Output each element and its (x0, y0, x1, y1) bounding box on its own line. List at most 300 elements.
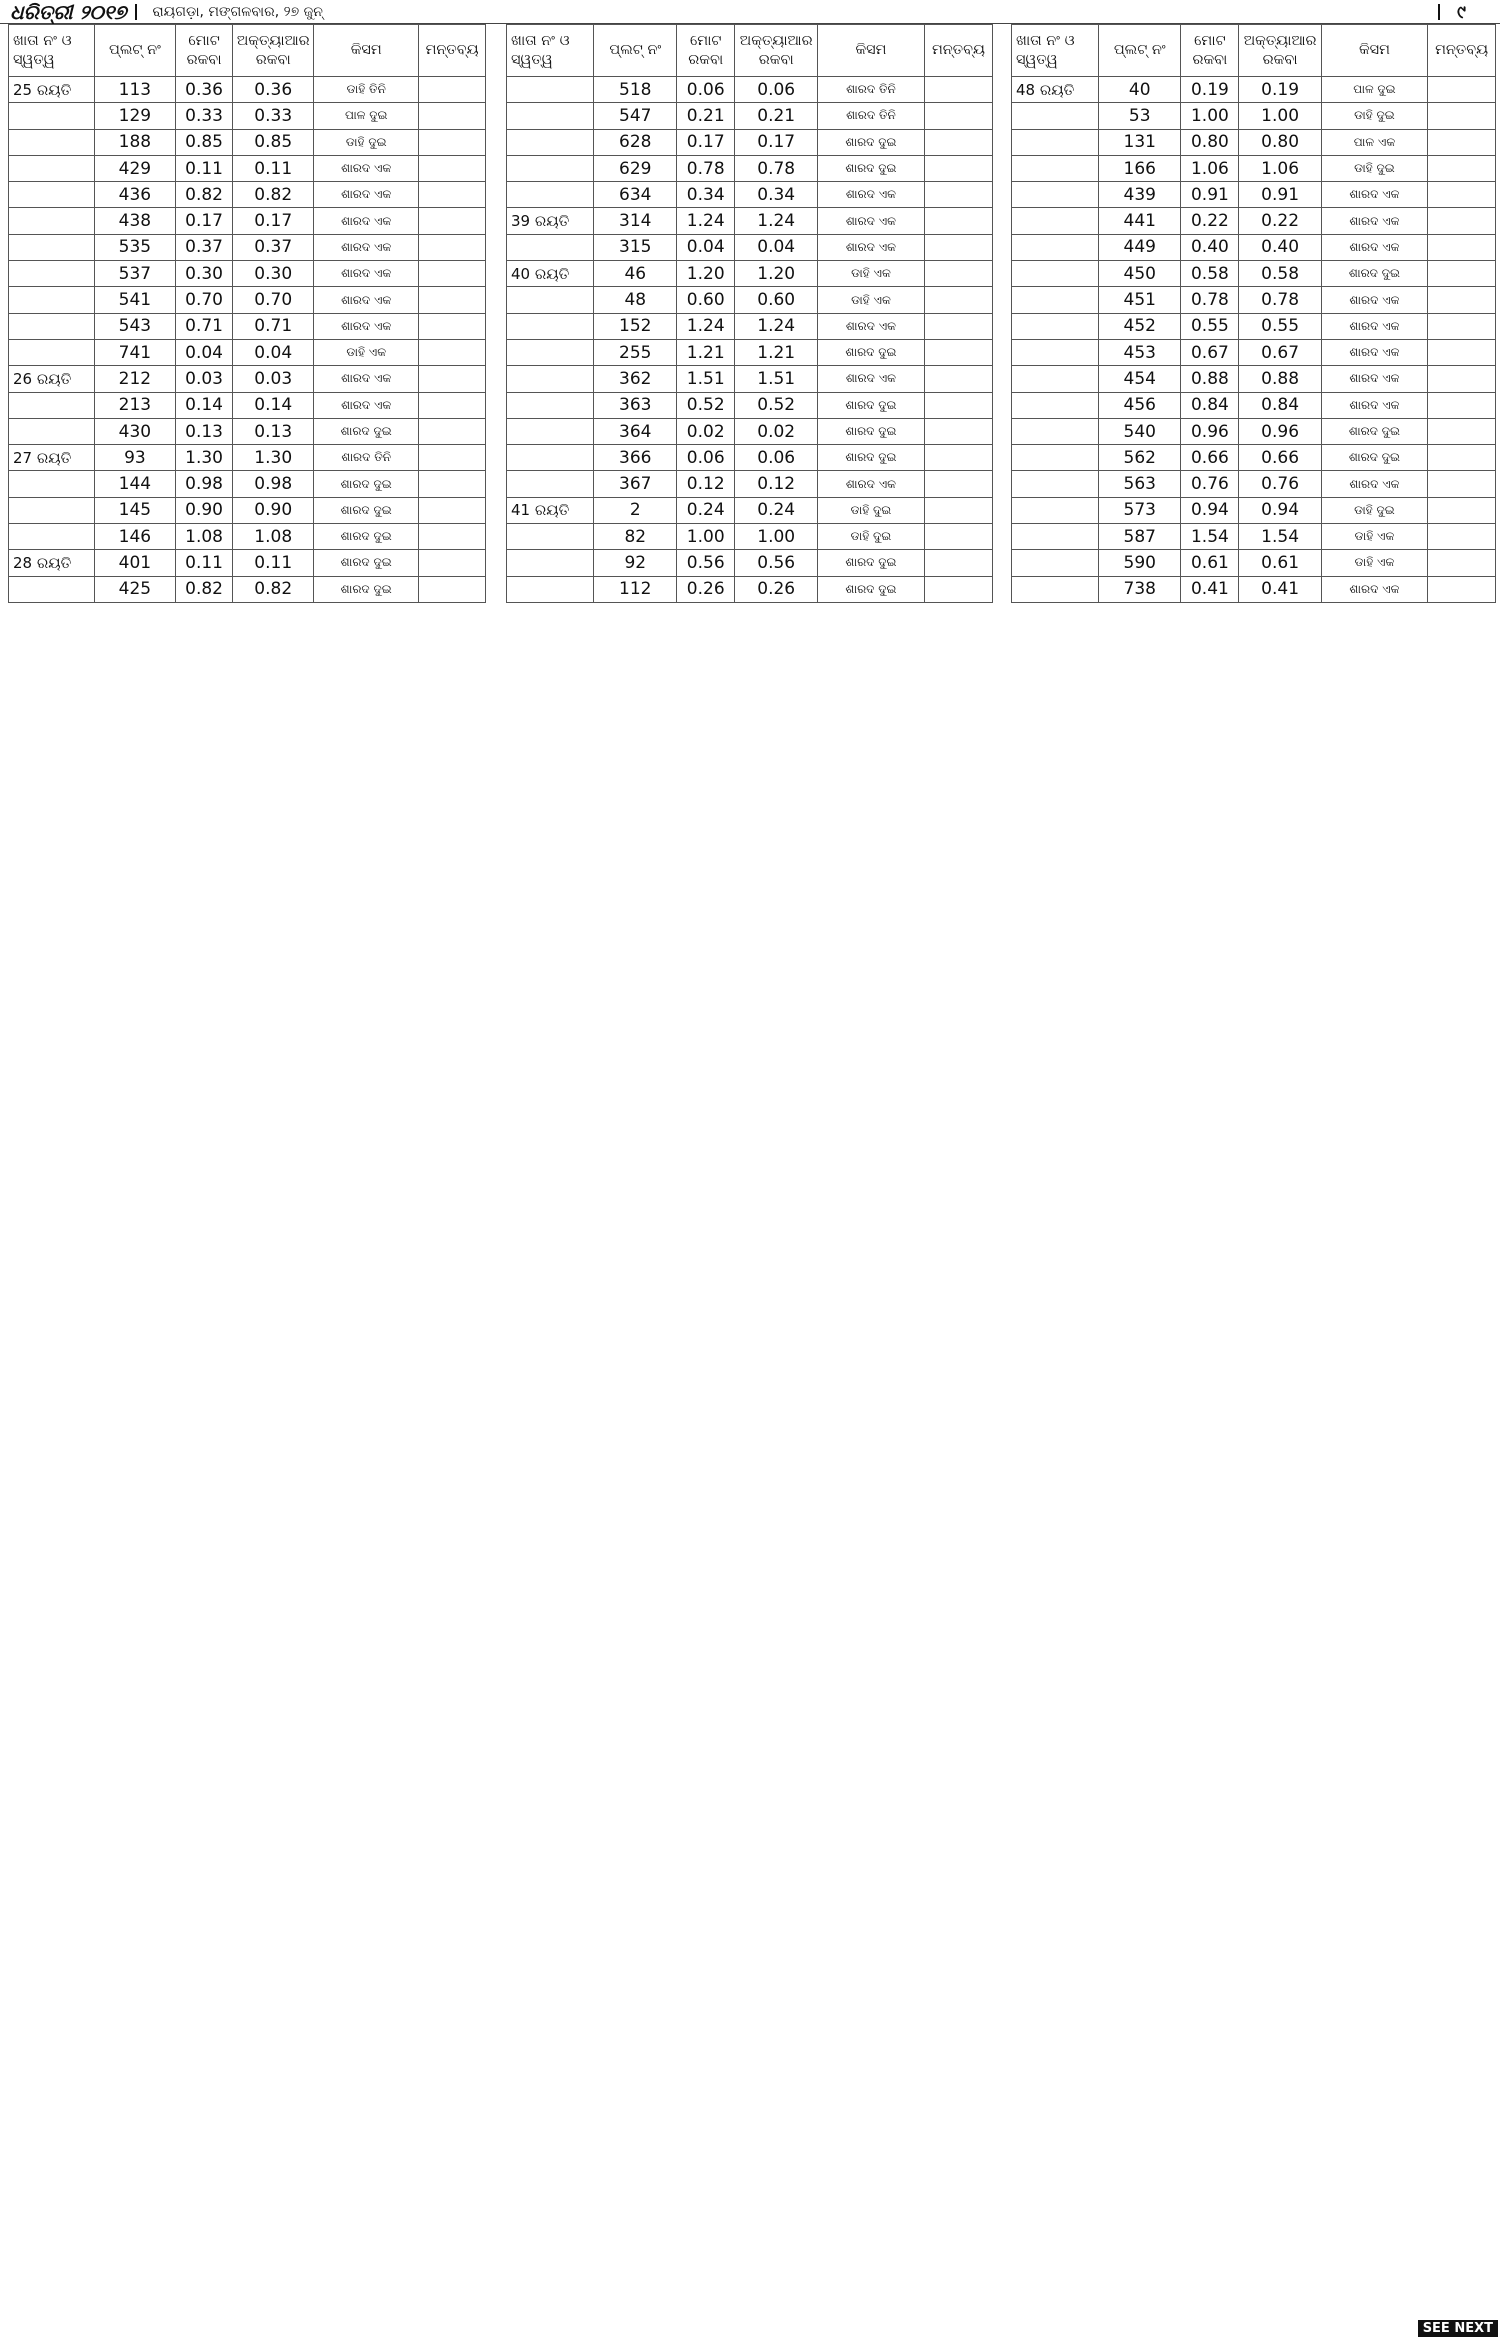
total-area-cell: 0.03 (175, 366, 232, 392)
land-type-cell: ଶାରଦ ଏକ (1321, 208, 1427, 234)
land-type-cell: ଶାରଦ ଦୁଇ (1321, 445, 1427, 471)
khata-cell (9, 576, 95, 602)
table-row (507, 550, 993, 576)
khata-cell (9, 261, 95, 287)
khata-cell (507, 287, 594, 313)
remarks-cell (419, 313, 486, 339)
plot-number-cell: 456 (1099, 392, 1181, 418)
plot-number-cell: 540 (1099, 418, 1181, 444)
remarks-cell (924, 497, 992, 523)
remarks-cell (419, 129, 486, 155)
plot-number-cell: 563 (1099, 471, 1181, 497)
remarks-cell (924, 392, 992, 418)
header-land-type: କିସମ (818, 25, 925, 77)
acquired-area-cell: 1.21 (735, 339, 818, 365)
khata-cell: 40 ରୟତି (507, 261, 594, 287)
acquired-area-cell: 0.61 (1239, 550, 1321, 576)
land-type-cell: ଶାରଦ ଦୁଇ (818, 550, 925, 576)
khata-cell (1012, 524, 1099, 550)
remarks-cell (924, 471, 992, 497)
acquired-area-cell: 0.34 (735, 182, 818, 208)
total-area-cell: 1.54 (1181, 524, 1239, 550)
acquired-area-cell: 0.12 (735, 471, 818, 497)
total-area-cell: 0.40 (1181, 234, 1239, 260)
plot-number-cell: 315 (594, 234, 677, 260)
plot-number-cell: 541 (94, 287, 175, 313)
khata-cell (507, 366, 594, 392)
total-area-cell: 0.80 (1181, 129, 1239, 155)
table-row (1012, 234, 1496, 260)
table-row (9, 497, 486, 523)
khata-cell (507, 339, 594, 365)
total-area-cell: 0.85 (175, 129, 232, 155)
table-row (9, 313, 486, 339)
acquired-area-cell: 0.11 (233, 550, 314, 576)
khata-cell (1012, 471, 1099, 497)
remarks-cell (419, 445, 486, 471)
land-type-cell: ପାଳ ଏକ (1321, 129, 1427, 155)
khata-cell (9, 234, 95, 260)
land-type-cell: ଡାହି ଦୁଇ (1321, 103, 1427, 129)
remarks-cell (419, 366, 486, 392)
plot-number-cell: 363 (594, 392, 677, 418)
remarks-cell (1428, 287, 1496, 313)
table-row (1012, 208, 1496, 234)
plot-number-cell: 362 (594, 366, 677, 392)
table-row (507, 103, 993, 129)
khata-cell (507, 524, 594, 550)
total-area-cell: 0.06 (677, 77, 735, 103)
total-area-cell: 0.02 (677, 418, 735, 444)
land-type-cell: ଶାରଦ ଏକ (818, 208, 925, 234)
plot-number-cell: 93 (94, 445, 175, 471)
land-type-cell: ଶାରଦ ଦୁଇ (314, 550, 419, 576)
table-row (1012, 129, 1496, 155)
khata-cell: 27 ରୟତି (9, 445, 95, 471)
plot-number-cell: 255 (594, 339, 677, 365)
land-type-cell: ଡାହି ଦୁଇ (818, 524, 925, 550)
table-row (507, 366, 993, 392)
land-type-cell: ଶାରଦ ଏକ (818, 182, 925, 208)
table-row (9, 471, 486, 497)
total-area-cell: 0.52 (677, 392, 735, 418)
acquired-area-cell: 1.08 (233, 524, 314, 550)
table-row (507, 392, 993, 418)
plot-number-cell: 430 (94, 418, 175, 444)
total-area-cell: 0.55 (1181, 313, 1239, 339)
page-number: ୯ (1457, 2, 1466, 23)
total-area-cell: 0.26 (677, 576, 735, 602)
khata-cell (1012, 313, 1099, 339)
table-row (507, 497, 993, 523)
land-type-cell: ଶାରଦ ଦୁଇ (1321, 418, 1427, 444)
table-row (1012, 497, 1496, 523)
khata-cell (9, 418, 95, 444)
plot-number-cell: 537 (94, 261, 175, 287)
table-row (507, 261, 993, 287)
remarks-cell (1428, 366, 1496, 392)
table-header-row (507, 25, 993, 77)
khata-cell (9, 313, 95, 339)
table-row (507, 339, 993, 365)
plot-number-cell: 453 (1099, 339, 1181, 365)
acquired-area-cell: 0.60 (735, 287, 818, 313)
land-type-cell: ଶାରଦ ଏକ (314, 155, 419, 181)
total-area-cell: 0.94 (1181, 497, 1239, 523)
land-type-cell: ଶାରଦ ଏକ (314, 392, 419, 418)
land-type-cell: ଶାରଦ ଏକ (1321, 339, 1427, 365)
remarks-cell (1428, 339, 1496, 365)
acquired-area-cell: 1.00 (735, 524, 818, 550)
plot-number-cell: 573 (1099, 497, 1181, 523)
khata-cell (507, 103, 594, 129)
land-type-cell: ଡାହି ଏକ (818, 261, 925, 287)
header-khata: ଖାତା ନଂ ଓ ସ୍ୱତ୍ୱ (507, 25, 594, 77)
khata-cell: 25 ରୟତି (9, 77, 95, 103)
acquired-area-cell: 0.33 (233, 103, 314, 129)
khata-cell (1012, 339, 1099, 365)
table-row (507, 418, 993, 444)
land-type-cell: ଶାରଦ ଏକ (1321, 471, 1427, 497)
land-type-cell: ଶାରଦ ଏକ (818, 234, 925, 260)
khata-cell (507, 392, 594, 418)
table-row (507, 313, 993, 339)
header-total-area: ମୋଟ ରକବା (677, 25, 735, 77)
khata-cell (1012, 155, 1099, 181)
plot-number-cell: 449 (1099, 234, 1181, 260)
total-area-cell: 0.78 (677, 155, 735, 181)
table-row (1012, 392, 1496, 418)
land-type-cell: ଶାରଦ ଏକ (1321, 392, 1427, 418)
plot-number-cell: 547 (594, 103, 677, 129)
acquired-area-cell: 0.67 (1239, 339, 1321, 365)
khata-cell (507, 471, 594, 497)
land-ledger-table (1011, 24, 1496, 603)
remarks-cell (924, 550, 992, 576)
header-acquired-area: ଅକ୍ତ୍ୟାଆର ରକବା (233, 25, 314, 77)
table-row (1012, 155, 1496, 181)
remarks-cell (419, 182, 486, 208)
plot-number-cell: 452 (1099, 313, 1181, 339)
plot-number-cell: 364 (594, 418, 677, 444)
table-row (9, 208, 486, 234)
table-row (1012, 418, 1496, 444)
total-area-cell: 0.30 (175, 261, 232, 287)
remarks-cell (924, 313, 992, 339)
khata-cell (1012, 392, 1099, 418)
total-area-cell: 0.37 (175, 234, 232, 260)
remarks-cell (419, 524, 486, 550)
table-row (507, 576, 993, 602)
total-area-cell: 0.58 (1181, 261, 1239, 287)
total-area-cell: 0.12 (677, 471, 735, 497)
acquired-area-cell: 0.24 (735, 497, 818, 523)
land-type-cell: ଶାରଦ ଦୁଇ (818, 576, 925, 602)
remarks-cell (924, 524, 992, 550)
khata-cell (1012, 234, 1099, 260)
plot-number-cell: 53 (1099, 103, 1181, 129)
khata-cell (507, 418, 594, 444)
acquired-area-cell: 0.56 (735, 550, 818, 576)
khata-cell: 26 ରୟତି (9, 366, 95, 392)
plot-number-cell: 2 (594, 497, 677, 523)
masthead (0, 0, 1500, 24)
acquired-area-cell: 0.88 (1239, 366, 1321, 392)
remarks-cell (1428, 313, 1496, 339)
acquired-area-cell: 1.00 (1239, 103, 1321, 129)
khata-cell (1012, 287, 1099, 313)
acquired-area-cell: 0.94 (1239, 497, 1321, 523)
land-type-cell: ଶାରଦ ଏକ (818, 471, 925, 497)
land-type-cell: ଶାରଦ ଏକ (1321, 576, 1427, 602)
plot-number-cell: 441 (1099, 208, 1181, 234)
plot-number-cell: 425 (94, 576, 175, 602)
table-row (1012, 261, 1496, 287)
acquired-area-cell: 0.58 (1239, 261, 1321, 287)
acquired-area-cell: 0.84 (1239, 392, 1321, 418)
table-row (1012, 287, 1496, 313)
acquired-area-cell: 0.70 (233, 287, 314, 313)
khata-cell (1012, 208, 1099, 234)
table-row (9, 524, 486, 550)
total-area-cell: 1.24 (677, 313, 735, 339)
plot-number-cell: 429 (94, 155, 175, 181)
land-type-cell: ଡାହି ଦୁଇ (1321, 497, 1427, 523)
table-row (1012, 77, 1496, 103)
acquired-area-cell: 0.85 (233, 129, 314, 155)
acquired-area-cell: 0.04 (233, 339, 314, 365)
land-type-cell: ଡାହି ଦୁଇ (1321, 155, 1427, 181)
land-type-cell: ଶାରଦ ଏକ (1321, 234, 1427, 260)
remarks-cell (1428, 445, 1496, 471)
ledger-column-2 (506, 24, 993, 2329)
table-row (507, 234, 993, 260)
khata-cell (9, 287, 95, 313)
remarks-cell (1428, 103, 1496, 129)
remarks-cell (1428, 182, 1496, 208)
header-khata: ଖାତା ନଂ ଓ ସ୍ୱତ୍ୱ (1012, 25, 1099, 77)
land-type-cell: ଶାରଦ ଏକ (314, 261, 419, 287)
land-type-cell: ଶାରଦ ଏକ (1321, 313, 1427, 339)
remarks-cell (924, 445, 992, 471)
total-area-cell: 0.66 (1181, 445, 1239, 471)
khata-cell (1012, 576, 1099, 602)
acquired-area-cell: 0.06 (735, 445, 818, 471)
land-ledger-table (8, 24, 486, 603)
table-row (507, 129, 993, 155)
acquired-area-cell: 0.78 (1239, 287, 1321, 313)
land-type-cell: ଡାହି ଦୁଇ (314, 129, 419, 155)
total-area-cell: 0.19 (1181, 77, 1239, 103)
khata-cell (9, 524, 95, 550)
header-remarks: ମନ୍ତବ୍ୟ (419, 25, 486, 77)
land-type-cell: ଶାରଦ ଏକ (818, 313, 925, 339)
table-row (1012, 103, 1496, 129)
acquired-area-cell: 0.82 (233, 576, 314, 602)
total-area-cell: 0.90 (175, 497, 232, 523)
remarks-cell (419, 234, 486, 260)
land-type-cell: ଶାରଦ ଏକ (314, 313, 419, 339)
total-area-cell: 0.13 (175, 418, 232, 444)
total-area-cell: 0.06 (677, 445, 735, 471)
total-area-cell: 1.08 (175, 524, 232, 550)
header-khata: ଖାତା ନଂ ଓ ସ୍ୱତ୍ୱ (9, 25, 95, 77)
acquired-area-cell: 1.30 (233, 445, 314, 471)
table-row (9, 155, 486, 181)
land-type-cell: ଡାହି ଏକ (314, 339, 419, 365)
khata-cell (1012, 261, 1099, 287)
remarks-cell (419, 77, 486, 103)
total-area-cell: 0.60 (677, 287, 735, 313)
remarks-cell (419, 497, 486, 523)
khata-cell (507, 576, 594, 602)
header-remarks: ମନ୍ତବ୍ୟ (924, 25, 992, 77)
plot-number-cell: 166 (1099, 155, 1181, 181)
table-row (1012, 445, 1496, 471)
table-row (1012, 366, 1496, 392)
ledger-column-1 (8, 24, 486, 2329)
plot-number-cell: 450 (1099, 261, 1181, 287)
plot-number-cell: 146 (94, 524, 175, 550)
khata-cell (1012, 550, 1099, 576)
land-type-cell: ଶାରଦ ଏକ (314, 234, 419, 260)
table-row (9, 182, 486, 208)
table-row (9, 576, 486, 602)
header-land-type: କିସମ (314, 25, 419, 77)
acquired-area-cell: 0.14 (233, 392, 314, 418)
table-row (507, 471, 993, 497)
plot-number-cell: 131 (1099, 129, 1181, 155)
plot-number-cell: 629 (594, 155, 677, 181)
acquired-area-cell: 0.13 (233, 418, 314, 444)
table-row (9, 234, 486, 260)
land-type-cell: ଶାରଦ ଏକ (1321, 182, 1427, 208)
khata-cell (507, 129, 594, 155)
total-area-cell: 0.41 (1181, 576, 1239, 602)
acquired-area-cell: 0.98 (233, 471, 314, 497)
table-row (9, 77, 486, 103)
header-plot: ପ୍ଲଟ୍ ନଂ (1099, 25, 1181, 77)
remarks-cell (924, 234, 992, 260)
header-plot: ପ୍ଲଟ୍ ନଂ (594, 25, 677, 77)
acquired-area-cell: 0.41 (1239, 576, 1321, 602)
total-area-cell: 0.76 (1181, 471, 1239, 497)
total-area-cell: 0.24 (677, 497, 735, 523)
land-type-cell: ଶାରଦ ଦୁଇ (818, 155, 925, 181)
plot-number-cell: 454 (1099, 366, 1181, 392)
land-ledger-table (506, 24, 993, 603)
remarks-cell (924, 129, 992, 155)
remarks-cell (924, 103, 992, 129)
acquired-area-cell: 0.91 (1239, 182, 1321, 208)
total-area-cell: 0.14 (175, 392, 232, 418)
remarks-cell (924, 339, 992, 365)
table-row (9, 445, 486, 471)
plot-number-cell: 741 (94, 339, 175, 365)
acquired-area-cell: 0.55 (1239, 313, 1321, 339)
acquired-area-cell: 0.03 (233, 366, 314, 392)
plot-number-cell: 367 (594, 471, 677, 497)
plot-number-cell: 562 (1099, 445, 1181, 471)
header-acquired-area: ଅକ୍ତ୍ୟାଆର ରକବା (1239, 25, 1321, 77)
land-type-cell: ଶାରଦ ଏକ (314, 287, 419, 313)
table-row (1012, 576, 1496, 602)
land-type-cell: ଶାରଦ ତିନି (818, 103, 925, 129)
khata-cell (1012, 103, 1099, 129)
see-next-label: SEE NEXT (1418, 2320, 1498, 2337)
table-row (1012, 182, 1496, 208)
newspaper-logo: ଧରିତ୍ରୀ ୨୦୧୭ (10, 0, 127, 24)
total-area-cell: 1.24 (677, 208, 735, 234)
remarks-cell (1428, 261, 1496, 287)
land-type-cell: ଶାରଦ ଏକ (1321, 287, 1427, 313)
plot-number-cell: 535 (94, 234, 175, 260)
table-row (507, 445, 993, 471)
remarks-cell (419, 550, 486, 576)
land-type-cell: ଶାରଦ ଦୁଇ (314, 524, 419, 550)
khata-cell: 48 ରୟତି (1012, 77, 1099, 103)
total-area-cell: 0.34 (677, 182, 735, 208)
land-type-cell: ପାଳ ଦୁଇ (314, 103, 419, 129)
land-type-cell: ଶାରଦ ଦୁଇ (818, 418, 925, 444)
khata-cell (507, 234, 594, 260)
table-row (507, 182, 993, 208)
remarks-cell (1428, 418, 1496, 444)
remarks-cell (924, 77, 992, 103)
land-type-cell: ଶାରଦ ଦୁଇ (314, 497, 419, 523)
total-area-cell: 0.11 (175, 155, 232, 181)
total-area-cell: 0.96 (1181, 418, 1239, 444)
table-row (507, 77, 993, 103)
land-type-cell: ଡାହି ଏକ (1321, 550, 1427, 576)
remarks-cell (419, 103, 486, 129)
khata-cell (507, 77, 594, 103)
acquired-area-cell: 0.06 (735, 77, 818, 103)
total-area-cell: 0.17 (677, 129, 735, 155)
remarks-cell (419, 208, 486, 234)
header-total-area: ମୋଟ ରକବା (1181, 25, 1239, 77)
table-row (1012, 550, 1496, 576)
remarks-cell (924, 155, 992, 181)
plot-number-cell: 634 (594, 182, 677, 208)
plot-number-cell: 46 (594, 261, 677, 287)
land-type-cell: ଶାରଦ ଦୁଇ (314, 418, 419, 444)
khata-cell (1012, 497, 1099, 523)
khata-cell (9, 129, 95, 155)
masthead-divider (135, 4, 137, 20)
acquired-area-cell: 0.17 (233, 208, 314, 234)
land-type-cell: ଶାରଦ ଦୁଇ (818, 445, 925, 471)
total-area-cell: 1.20 (677, 261, 735, 287)
remarks-cell (1428, 234, 1496, 260)
khata-cell (507, 313, 594, 339)
acquired-area-cell: 0.82 (233, 182, 314, 208)
remarks-cell (1428, 77, 1496, 103)
land-type-cell: ଶାରଦ ଏକ (314, 208, 419, 234)
land-type-cell: ଶାରଦ ଏକ (1321, 366, 1427, 392)
khata-cell (507, 445, 594, 471)
table-row (9, 392, 486, 418)
total-area-cell: 0.78 (1181, 287, 1239, 313)
total-area-cell: 0.33 (175, 103, 232, 129)
acquired-area-cell: 0.96 (1239, 418, 1321, 444)
total-area-cell: 1.21 (677, 339, 735, 365)
plot-number-cell: 451 (1099, 287, 1181, 313)
plot-number-cell: 401 (94, 550, 175, 576)
masthead-right-divider (1438, 4, 1440, 20)
khata-cell (9, 392, 95, 418)
khata-cell (1012, 366, 1099, 392)
